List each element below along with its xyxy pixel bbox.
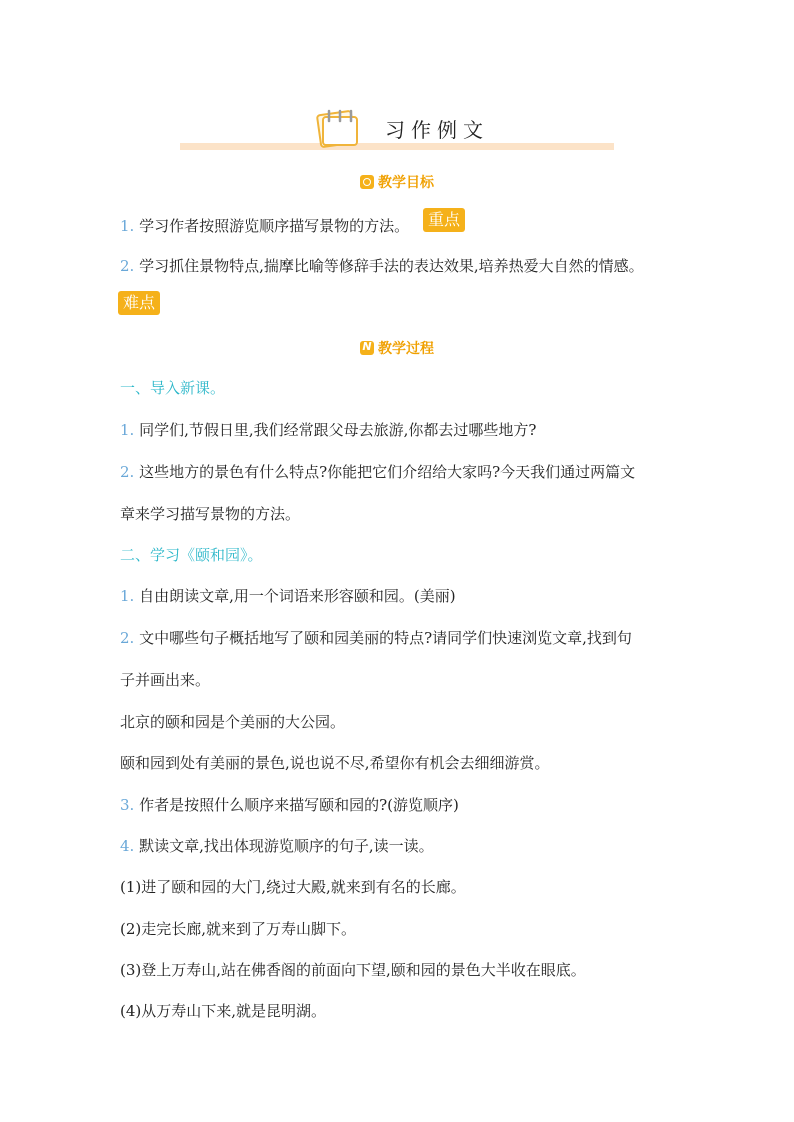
- item-text: 同学们,节假日里,我们经常跟父母去旅游,你都去过哪些地方?: [139, 421, 537, 439]
- goal-item-text: 学习抓住景物特点,揣摩比喻等修辞手法的表达效果,培养热爱大自然的情感。: [139, 257, 644, 275]
- target-icon: [360, 175, 374, 189]
- order-line-3: (3)登上万寿山,站在佛香阁的前面向下望,颐和园的景色大半收在眼底。: [120, 961, 586, 979]
- goal-item-1: [120, 216, 409, 236]
- item-number: 4.: [120, 837, 135, 855]
- section-goals-heading: [0, 172, 794, 192]
- item-number: 3.: [120, 796, 135, 814]
- item-text: 默读文章,找出体现游览顺序的句子,读一读。: [139, 837, 434, 855]
- quote-line-2: 颐和园到处有美丽的景色,说也说不尽,希望你有机会去细细游赏。: [120, 754, 550, 772]
- goal-item-number: 1.: [120, 217, 135, 235]
- part1-item-1: [120, 420, 536, 440]
- goal-item-2: [120, 256, 644, 276]
- part2-item-1: [120, 586, 456, 606]
- goal-item-text: 学习作者按照游览顺序描写景物的方法。: [139, 217, 410, 235]
- order-line-4: (4)从万寿山下来,就是昆明湖。: [120, 1002, 327, 1020]
- page-title: 习作例文: [385, 118, 489, 142]
- quote-line-1: 北京的颐和园是个美丽的大公园。: [120, 713, 346, 731]
- page-header: [180, 100, 614, 152]
- part2-heading: 二、学习《颐和园》。: [120, 546, 263, 564]
- notepad-icon: [313, 103, 363, 149]
- item-number: 1.: [120, 421, 135, 439]
- key-point-badge: 重点: [423, 208, 465, 232]
- part1-heading: 一、导入新课。: [120, 379, 226, 397]
- item-number: 2.: [120, 629, 135, 647]
- part2-item-4: [120, 836, 434, 856]
- part2-item-2: [120, 628, 632, 648]
- item-number: 2.: [120, 463, 135, 481]
- item-text: 自由朗读文章,用一个词语来形容颐和园。(美丽): [139, 587, 456, 605]
- goal-item-number: 2.: [120, 257, 135, 275]
- item-text: 作者是按照什么顺序来描写颐和园的?(游览顺序): [139, 796, 459, 814]
- order-line-2: (2)走完长廊,就来到了万寿山脚下。: [120, 920, 357, 938]
- item-text: 文中哪些句子概括地写了颐和园美丽的特点?请同学们快速浏览文章,找到句: [139, 629, 632, 647]
- part2-item-2-continued: 子并画出来。: [120, 671, 211, 689]
- item-text: 这些地方的景色有什么特点?你能把它们介绍给大家吗?今天我们通过两篇文: [139, 463, 636, 481]
- part1-item-2-continued: 章来学习描写景物的方法。: [120, 505, 301, 523]
- section-goals-title: 教学目标: [378, 175, 434, 191]
- section-process-heading: [0, 338, 794, 358]
- section-process-title: 教学过程: [378, 341, 434, 357]
- part2-item-3: [120, 795, 459, 815]
- header-underline: [180, 143, 614, 150]
- part1-item-2: [120, 462, 635, 482]
- process-icon: [360, 341, 374, 355]
- order-line-1: (1)进了颐和园的大门,绕过大殿,就来到有名的长廊。: [120, 878, 466, 896]
- item-number: 1.: [120, 587, 135, 605]
- difficult-point-badge: 难点: [118, 291, 160, 315]
